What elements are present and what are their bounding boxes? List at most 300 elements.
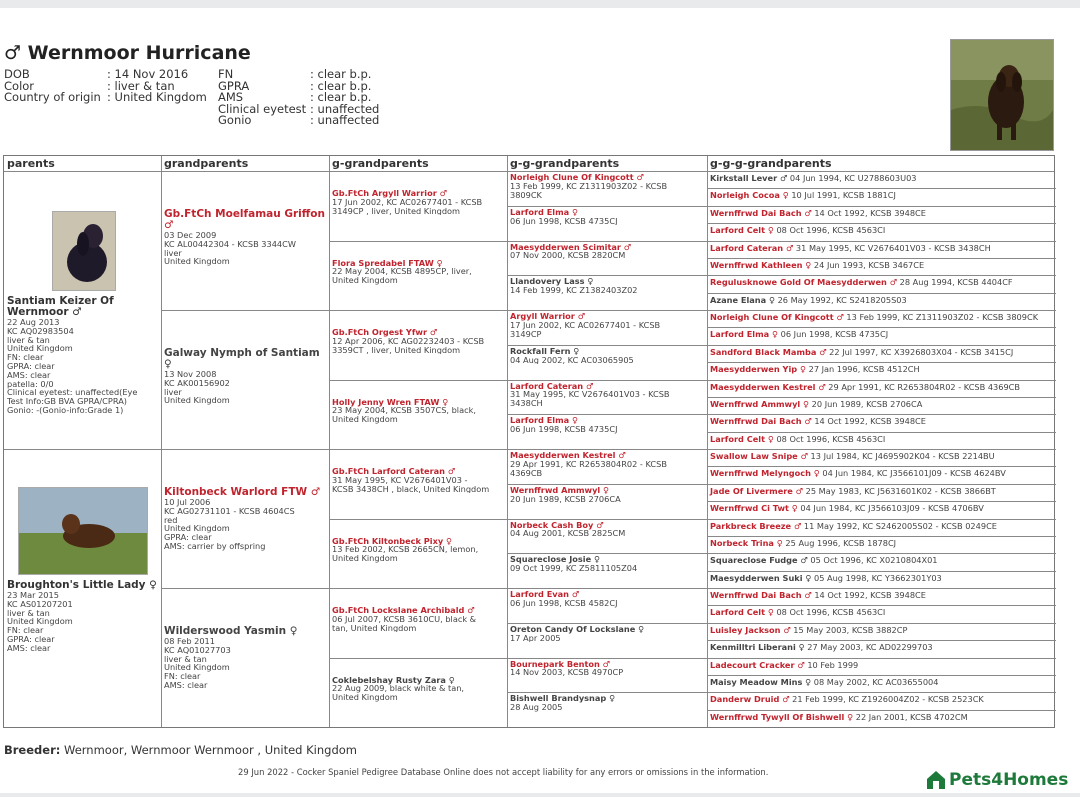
ggg-grandparent-detail: 28 Aug 1994, KCSB 4404CF [899, 278, 1013, 288]
ggg-grandparent-detail: 27 May 2003, KC AD02299703 [807, 643, 933, 653]
ggg-grandparent-detail: 25 May 1983, KC J5631601K02 - KCSB 3866BT [805, 486, 996, 496]
gg-grandparent-cell [507, 416, 706, 434]
grandparent-name[interactable]: Kiltonbeck Warlord FTW ♂ [164, 487, 321, 498]
dog-photo [950, 39, 1054, 151]
ggg-grandparent-cell [707, 678, 1055, 687]
grandparent-cell [161, 209, 328, 266]
g-grandparent-name[interactable]: Gb.FtCh Lockslane Archibald ♂ [332, 606, 475, 615]
ggg-grandparent-name[interactable]: Azane Elana ♀ [710, 295, 775, 305]
ggg-grandparent-name[interactable]: Larford Elma ♀ [710, 330, 779, 340]
ggg-grandparent-name[interactable]: Norleigh Cocoa ♀ [710, 191, 789, 201]
ggg-grandparent-cell [707, 226, 1055, 235]
ggg-grandparent-cell [707, 626, 1055, 635]
row-divider [707, 536, 1056, 537]
ggg-grandparent-name[interactable]: Wernffrwd Ammwyl ♀ [710, 399, 810, 409]
ggg-grandparent-detail: 22 Jul 1997, KC X3926803X04 - KCSB 3415CJ [829, 347, 1014, 357]
gg-grandparent-cell [507, 521, 706, 539]
ggg-grandparent-name[interactable]: Maesydderwen Suki ♀ [710, 573, 812, 583]
row-divider [707, 623, 1056, 624]
g-grandparent-detail: 31 May 1995, KC V2676401V03 - [332, 474, 468, 485]
g-grandparent-cell [329, 467, 506, 493]
grandparent-detail: United Kingdom [164, 256, 230, 267]
parent-detail: United Kingdom [7, 343, 73, 354]
ggg-grandparent-detail: 21 Feb 1999, KC Z1926004Z02 - KCSB 2523CK [792, 695, 984, 705]
g-grandparent-detail: 06 Jul 2007, KCSB 3610CU, black & [332, 613, 477, 624]
gg-grandparent-name[interactable]: Maesydderwen Scimitar ♂ [510, 242, 632, 252]
ggg-grandparent-name[interactable]: Ladecourt Cracker ♂ [710, 660, 805, 670]
grandparent-detail: 03 Dec 2009 [164, 230, 217, 240]
grandparent-detail: AMS: clear [164, 679, 208, 690]
gg-grandparent-detail: 20 Jun 1989, KCSB 2706CA [510, 493, 621, 504]
gg-grandparent-detail: 4369CB [510, 467, 543, 478]
info-value: : 14 Nov 2016 [107, 67, 189, 81]
grandparent-detail: AMS: carrier by offspring [164, 540, 266, 551]
gg-grandparent-cell [507, 243, 706, 261]
column-header: g-grandparents [332, 157, 429, 170]
gg-grandparent-name[interactable]: Larford Elma ♀ [510, 207, 579, 217]
gg-grandparent-detail: 07 Nov 2000, KCSB 2820CM [510, 250, 626, 261]
ggg-grandparent-name[interactable]: Kirkstall Lever ♂ [710, 174, 788, 183]
g-grandparent-cell [329, 189, 506, 215]
column-header: parents [7, 157, 55, 170]
ggg-grandparent-name[interactable]: Parkbreck Breeze ♂ [710, 521, 802, 531]
parent-detail: GPRA: clear [7, 360, 55, 371]
ggg-grandparent-cell [707, 296, 1055, 305]
ggg-grandparent-name[interactable]: Maesydderwen Kestrel ♂ [710, 382, 826, 392]
parent-name[interactable]: Broughton's Little Lady ♀ [7, 580, 157, 591]
ggg-grandparent-detail: 15 May 2003, KCSB 3882CP [793, 625, 908, 635]
info-value: : liver & tan [107, 78, 175, 93]
info-value: : unaffected [310, 101, 380, 116]
ggg-grandparent-cell [707, 591, 1055, 600]
info-label: AMS [218, 90, 244, 104]
parent-detail: Gonio: -(Gonio-info:Grade 1) [7, 404, 124, 415]
gg-grandparent-detail: 13 Feb 1999, KC Z1311903Z02 - KCSB [510, 180, 668, 191]
parent-cell [4, 296, 160, 415]
ggg-grandparent-detail: 08 Oct 1996, KCSB 4563CI [776, 226, 886, 236]
row-divider [707, 310, 1056, 311]
gg-grandparent-detail: 06 Jun 1998, KCSB 4735CJ [510, 424, 618, 434]
ggg-grandparent-detail: 26 May 1992, KC S2418205S03 [777, 295, 907, 305]
ggg-grandparent-detail: 08 Oct 1996, KCSB 4563CI [776, 608, 886, 618]
g-grandparent-detail: 3359CT , liver, United Kingdom [332, 344, 461, 355]
g-grandparent-detail: 3149CP , liver, United Kingdom [332, 205, 461, 216]
g-grandparent-cell [329, 328, 506, 354]
gg-grandparent-detail: 3149CP [510, 328, 542, 339]
parent-name[interactable]: Santiam Keizer Of Wernmoor ♂ [7, 296, 114, 318]
gg-grandparent-detail: 31 May 1995, KC V2676401V03 - KCSB [510, 389, 670, 400]
gg-grandparent-name[interactable]: Norleigh Clune Of Kingcott ♂ [510, 173, 644, 182]
parent-detail: liver & tan [7, 334, 50, 345]
ggg-grandparent-name[interactable]: Wernffrwd Melyngoch ♀ [710, 469, 820, 479]
grandparent-name[interactable]: Gb.FtCh Moelfamau Griffon ♂ [164, 209, 325, 231]
row-divider [707, 414, 1056, 415]
gg-grandparent-cell [507, 625, 706, 643]
parent-detail: Clinical eyetest: unaffected(Eye [7, 387, 138, 398]
ggg-grandparent-detail: 04 Jun 1984, KC J3566101J09 - KCSB 4624BV [822, 469, 1006, 479]
row-divider [707, 675, 1056, 676]
row-divider [707, 501, 1056, 502]
gg-grandparent-name[interactable]: Oreton Candy Of Lockslane ♀ [510, 624, 645, 634]
g-grandparent-detail: 23 May 2004, KCSB 3507CS, black, [332, 405, 476, 416]
ggg-grandparent-cell [707, 191, 1055, 200]
g-grandparent-detail: United Kingdom [332, 692, 398, 702]
row-divider [707, 380, 1056, 381]
grandparent-detail: KC AG02731101 - KCSB 4604CS [164, 505, 295, 516]
parent-detail: United Kingdom [7, 616, 73, 627]
ggg-grandparent-name[interactable]: Danderw Druid ♂ [710, 695, 790, 705]
column-divider [329, 156, 330, 727]
ggg-grandparent-cell [707, 556, 1055, 565]
parent-detail: FN: clear [7, 352, 44, 363]
ggg-grandparent-name[interactable]: Norleigh Clune Of Kingcott ♂ [710, 313, 844, 322]
grandparent-detail: liver [164, 386, 182, 397]
g-grandparent-name[interactable]: Coklebelshay Rusty Zara ♀ [332, 675, 455, 685]
grandparent-detail: United Kingdom [164, 523, 230, 534]
row-divider [707, 241, 1056, 242]
ggg-grandparent-detail: 04 Jun 1984, KC J3566103J09 - KCSB 4706BV [800, 504, 984, 514]
page-title [4, 42, 251, 64]
row-divider [707, 710, 1056, 711]
grandparent-name[interactable]: Wilderswood Yasmin ♀ [164, 626, 298, 637]
ggg-grandparent-detail: 13 Jul 1984, KC J4695902K04 - KCSB 2214BU [810, 452, 995, 461]
g-grandparent-name[interactable]: Gb.FtCh Kiltonbeck Pixy ♀ [332, 536, 453, 546]
g-grandparent-name[interactable]: Gb.FtCh Orgest Yfwr ♂ [332, 328, 438, 337]
info-left [4, 69, 207, 104]
parent-detail: 22 Aug 2013 [7, 317, 60, 327]
g-grandparent-name[interactable]: Gb.FtCh Argyll Warrior ♂ [332, 189, 447, 198]
gg-grandparent-cell [507, 590, 706, 608]
ggg-grandparent-cell [707, 661, 1055, 670]
gg-grandparent-detail: 09 Oct 1999, KC Z5811105Z04 [510, 563, 638, 573]
gg-grandparent-cell [507, 694, 706, 712]
ggg-grandparent-name[interactable]: Maesydderwen Yip ♀ [710, 365, 806, 375]
ggg-grandparent-detail: 14 Oct 1992, KCSB 3948CE [814, 591, 926, 600]
gg-grandparent-detail: 06 Jun 1998, KCSB 4582CJ [510, 597, 618, 608]
ggg-grandparent-cell [707, 539, 1055, 548]
breeder-line [4, 743, 357, 757]
ggg-grandparent-name[interactable]: Sandford Black Mamba ♂ [710, 347, 827, 357]
ggg-grandparent-detail: 08 Oct 1996, KCSB 4563CI [776, 434, 886, 444]
row-divider [707, 275, 1056, 276]
ggg-grandparent-cell [707, 504, 1055, 513]
row-divider [707, 432, 1056, 433]
row-divider [707, 397, 1056, 398]
ggg-grandparent-cell [707, 348, 1055, 357]
ggg-grandparent-name[interactable]: Regulusknowe Gold Of Maesydderwen ♂ [710, 278, 898, 288]
ggg-grandparent-name[interactable]: Jade Of Livermere ♂ [710, 486, 804, 496]
info-right [218, 69, 379, 127]
ggg-grandparent-cell [707, 209, 1055, 218]
ggg-grandparent-detail: 08 May 2002, KC AC03655004 [813, 677, 939, 687]
gg-grandparent-name[interactable]: Argyll Warrior ♂ [510, 312, 586, 321]
grandparent-detail: KC AK00156902 [164, 377, 230, 388]
parent-detail: Test Info:GB BVA GPRA/CPRA) [7, 396, 127, 407]
parent-photo [18, 487, 148, 575]
row-divider [707, 640, 1056, 641]
ggg-grandparent-name[interactable]: Wernffrwd Tywyll Of Bishwell ♀ [710, 712, 854, 722]
grandparent-detail: GPRA: clear [164, 532, 212, 543]
ggg-grandparent-cell [707, 608, 1055, 617]
gg-grandparent-cell [507, 277, 706, 295]
ggg-grandparent-name[interactable]: Wernffrwd Kathleen ♀ [710, 260, 812, 270]
info-label: Color [4, 78, 35, 93]
info-value: : clear b.p. [310, 67, 372, 81]
parent-detail: KC AQ02983504 [7, 325, 74, 336]
g-grandparent-name[interactable]: Holly Jenny Wren FTAW ♀ [332, 397, 449, 407]
grandparent-detail: 08 Feb 2011 [164, 636, 215, 646]
g-grandparent-detail: tan, United Kingdom [332, 622, 417, 633]
ggg-grandparent-cell [707, 330, 1055, 339]
ggg-grandparent-detail: 14 Oct 1992, KCSB 3948CE [814, 208, 926, 218]
footer-disclaimer: 29 Jun 2022 - Cocker Spaniel Pedigree Database Online does not accept liability for any errors or omissions in the information. [238, 767, 769, 777]
ggg-grandparent-cell [707, 695, 1055, 704]
ggg-grandparent-cell [707, 400, 1055, 409]
gg-grandparent-name[interactable]: Llandovery Lass ♀ [510, 277, 594, 287]
row-divider [707, 692, 1056, 693]
g-grandparent-name[interactable]: Gb.FtCh Larford Cateran ♂ [332, 467, 456, 476]
parent-detail: liver & tan [7, 607, 50, 618]
info-value: : unaffected [310, 113, 380, 127]
gg-grandparent-cell [507, 208, 706, 226]
ggg-grandparent-cell [707, 643, 1055, 652]
ggg-grandparent-detail: 10 Jul 1991, KCSB 1881CJ [791, 191, 896, 201]
row-divider [707, 658, 1056, 659]
info-row [4, 69, 207, 81]
grandparent-detail: KC AL00442304 - KCSB 3344CW [164, 238, 296, 249]
g-grandparent-name[interactable]: Flora Spredabel FTAW ♀ [332, 258, 443, 268]
ggg-grandparent-name[interactable]: Luisley Jackson ♂ [710, 625, 791, 635]
gg-grandparent-name[interactable]: Rockfall Fern ♀ [510, 346, 580, 356]
g-grandparent-cell [329, 259, 506, 285]
dog-name: Wernmoor Hurricane [27, 42, 251, 64]
gg-grandparent-name[interactable]: Maesydderwen Kestrel ♂ [510, 451, 626, 460]
grandparent-cell [161, 626, 328, 690]
row-divider [707, 223, 1056, 224]
g-grandparent-cell [329, 537, 506, 563]
ggg-grandparent-name[interactable]: Larford Celt ♀ [710, 434, 774, 444]
row-divider [707, 449, 1056, 450]
gg-grandparent-detail: 04 Aug 2002, KC AC03065905 [510, 354, 634, 365]
grandparent-detail: 13 Nov 2008 [164, 369, 217, 379]
ggg-grandparent-detail: 22 Jan 2001, KCSB 4702CM [855, 712, 968, 722]
parent-cell [4, 580, 160, 653]
grandparent-detail: liver [164, 247, 182, 258]
gg-grandparent-detail: 17 Jun 2002, KC AC02677401 - KCSB [510, 319, 661, 330]
gg-grandparent-detail: 14 Nov 2003, KCSB 4970CP [510, 667, 624, 678]
gg-grandparent-name[interactable]: Squareclose Josie ♀ [510, 555, 601, 565]
column-header: g-g-grandparents [510, 157, 620, 170]
gg-grandparent-name[interactable]: Larford Cateran ♂ [510, 381, 594, 391]
gg-grandparent-cell [507, 555, 706, 573]
row-divider [707, 519, 1056, 520]
ggg-grandparent-cell [707, 313, 1055, 322]
parent-detail: patella: 0/0 [7, 378, 54, 389]
ggg-grandparent-detail: 25 Aug 1996, KCSB 1878CJ [785, 538, 897, 548]
header-divider [4, 171, 1054, 172]
gg-grandparent-cell [507, 486, 706, 504]
house-icon [925, 770, 947, 790]
grandparent-detail: KC AQ01027703 [164, 644, 231, 655]
column-header: grandparents [164, 157, 249, 170]
ggg-grandparent-detail: 05 Oct 1996, KC X0210804X01 [810, 556, 938, 566]
info-label: FN [218, 67, 234, 81]
g-grandparent-detail: 17 Jun 2002, KC AC02677401 - KCSB [332, 196, 483, 207]
parent-photo [52, 211, 116, 291]
g-grandparent-detail: 13 Feb 2002, KCSB 2665CN, lemon, [332, 544, 479, 555]
parent-detail: GPRA: clear [7, 633, 55, 644]
ggg-grandparent-name[interactable]: Larford Cateran ♂ [710, 243, 794, 253]
ggg-grandparent-detail: 11 May 1992, KC S2462005S02 - KCSB 0249CE [803, 521, 997, 531]
ggg-grandparent-detail: 31 May 1995, KC V2676401V03 - KCSB 3438CH [795, 243, 991, 253]
grandparent-detail: United Kingdom [164, 662, 230, 673]
ggg-grandparent-detail: 14 Oct 1992, KCSB 3948CE [814, 417, 926, 427]
logo-text: Pets4Homes [949, 770, 1069, 790]
g-grandparent-cell [329, 676, 506, 702]
info-value: : United Kingdom [107, 90, 207, 104]
g-grandparent-detail: 22 May 2004, KCSB 4895CP, liver, [332, 266, 472, 277]
row-divider [707, 553, 1056, 554]
parent-detail: FN: clear [7, 625, 44, 636]
ggg-grandparent-cell [707, 417, 1055, 426]
ggg-grandparent-cell [707, 365, 1055, 374]
info-row [4, 92, 207, 104]
grandparent-detail: red [164, 514, 178, 525]
gg-grandparent-detail: 14 Feb 1999, KC Z1382403Z02 [510, 285, 638, 295]
ggg-grandparent-name[interactable]: Wernffrwd Dai Bach ♂ [710, 208, 812, 218]
row-divider [707, 188, 1056, 189]
ggg-grandparent-name[interactable]: Norbeck Trina ♀ [710, 538, 783, 548]
gg-grandparent-cell [507, 382, 706, 408]
g-grandparent-detail: United Kingdom [332, 275, 398, 285]
ggg-grandparent-name[interactable]: Larford Celt ♀ [710, 608, 774, 618]
ggg-grandparent-detail: 05 Aug 1998, KC Y3662301Y03 [813, 573, 942, 583]
ggg-grandparent-cell [707, 487, 1055, 496]
gg-grandparent-name[interactable]: Larford Elma ♀ [510, 416, 579, 426]
pedigree-table [3, 155, 1055, 728]
info-label: GPRA [218, 78, 250, 93]
row-divider [707, 362, 1056, 363]
column-header: g-g-g-grandparents [710, 157, 832, 170]
grandparent-detail: liver & tan [164, 653, 207, 664]
row-divider [707, 258, 1056, 259]
ggg-grandparent-name[interactable]: Wernffrwd Dai Bach ♂ [710, 591, 812, 600]
grandparent-detail: FN: clear [164, 671, 201, 682]
ggg-grandparent-cell [707, 383, 1055, 392]
row-divider [707, 293, 1056, 294]
ggg-grandparent-name[interactable]: Swallow Law Snipe ♂ [710, 452, 808, 461]
ggg-grandparent-cell [707, 435, 1055, 444]
ggg-grandparent-cell [707, 261, 1055, 270]
ggg-grandparent-name[interactable]: Wernffrwd Ci Twt ♀ [710, 504, 798, 514]
ggg-grandparent-name[interactable]: Larford Celt ♀ [710, 226, 774, 236]
g-grandparent-cell [329, 606, 506, 632]
gg-grandparent-name[interactable]: Wernffrwd Ammwyl ♀ [510, 485, 610, 495]
gg-grandparent-detail: 04 Aug 2001, KCSB 2825CM [510, 528, 626, 539]
grandparent-name[interactable]: Galway Nymph of Santiam ♀ [164, 348, 320, 370]
grandparent-detail: 10 Jul 2006 [164, 497, 211, 507]
ggg-grandparent-detail: 24 Jun 1993, KCSB 3467CE [813, 260, 925, 270]
ggg-grandparent-detail: 10 Feb 1999 [807, 660, 859, 670]
ggg-grandparent-detail: 06 Jun 1998, KCSB 4735CJ [780, 330, 889, 340]
parent-detail: AMS: clear [7, 369, 51, 380]
ggg-grandparent-detail: 13 Feb 1999, KC Z1311903Z02 - KCSB 3809CK [846, 313, 1039, 322]
gg-grandparent-name[interactable]: Norbeck Cash Boy ♂ [510, 520, 604, 530]
g-grandparent-detail: 12 Apr 2006, KC AG02232403 - KCSB [332, 335, 485, 346]
info-label: Country of origin [4, 90, 101, 104]
gg-grandparent-name[interactable]: Bournepark Benton ♂ [510, 659, 611, 669]
grandparent-cell [161, 487, 328, 551]
breeder-value: Wernmoor, Wernmoor Wernmoor , United Kingdom [64, 743, 358, 757]
gg-grandparent-detail: 29 Apr 1991, KC R2653804R02 - KCSB [510, 458, 667, 469]
row-divider [707, 588, 1056, 589]
gg-grandparent-cell [507, 173, 706, 199]
ggg-grandparent-cell [707, 278, 1055, 287]
pedigree-sheet [0, 8, 1080, 793]
ggg-grandparent-cell [707, 244, 1055, 253]
row-divider [707, 327, 1056, 328]
gg-grandparent-name[interactable]: Larford Evan ♂ [510, 590, 580, 599]
parent-detail: 23 Mar 2015 [7, 590, 59, 600]
ggg-grandparent-detail: 20 Jun 1989, KCSB 2706CA [811, 399, 923, 409]
ggg-grandparent-name[interactable]: Maisy Meadow Mins ♀ [710, 677, 812, 687]
gg-grandparent-cell [507, 660, 706, 678]
gg-grandparent-detail: 06 Jun 1998, KCSB 4735CJ [510, 215, 618, 226]
row-divider [707, 605, 1056, 606]
g-grandparent-detail: United Kingdom [332, 414, 398, 424]
info-value: : clear b.p. [310, 78, 372, 93]
parent-detail: KC AS01207201 [7, 598, 73, 609]
pets4homes-logo[interactable] [925, 770, 1068, 790]
ggg-grandparent-detail: 04 Jun 1994, KC U2788603U03 [789, 174, 917, 183]
info-label: Clinical eyetest [218, 101, 307, 116]
ggg-grandparent-name[interactable]: Wernffrwd Dai Bach ♂ [710, 417, 812, 427]
ggg-grandparent-cell [707, 522, 1055, 531]
info-row [218, 115, 379, 127]
gg-grandparent-detail: 17 Apr 2005 [510, 632, 561, 643]
ggg-grandparent-name[interactable]: Squareclose Fudge ♂ [710, 556, 808, 566]
row-divider [707, 466, 1056, 467]
gg-grandparent-cell [507, 312, 706, 338]
gg-grandparent-detail: 3438CH [510, 398, 543, 408]
ggg-grandparent-cell [707, 174, 1055, 183]
gg-grandparent-cell [507, 451, 706, 477]
g-grandparent-detail: United Kingdom [332, 553, 398, 563]
info-label: Gonio [218, 113, 252, 127]
info-label: DOB [4, 67, 30, 81]
g-grandparent-detail: KCSB 3438CH , black, United Kingdom [332, 483, 490, 494]
ggg-grandparent-name[interactable]: Kenmilltri Liberani ♀ [710, 643, 805, 653]
gg-grandparent-detail: 3809CK [510, 189, 542, 200]
info-value: : clear b.p. [310, 90, 372, 104]
g-grandparent-detail: 22 Aug 2009, black white & tan, [332, 683, 465, 694]
ggg-grandparent-cell [707, 713, 1055, 722]
breeder-label: Breeder: [4, 743, 61, 757]
grandparent-detail: United Kingdom [164, 395, 230, 406]
gg-grandparent-name[interactable]: Bishwell Brandysnap ♀ [510, 694, 616, 704]
male-symbol: ♂ [4, 42, 22, 64]
gg-grandparent-detail: 28 Aug 2005 [510, 702, 563, 712]
grandparent-cell [161, 348, 328, 405]
ggg-grandparent-detail: 29 Apr 1991, KC R2653804R02 - KCSB 4369CB [828, 382, 1021, 392]
row-divider [707, 571, 1056, 572]
row-divider [707, 206, 1056, 207]
ggg-grandparent-cell [707, 452, 1055, 461]
ggg-grandparent-detail: 27 Jan 1996, KCSB 4512CH [808, 365, 920, 375]
g-grandparent-cell [329, 398, 506, 424]
ggg-grandparent-cell [707, 469, 1055, 478]
gg-grandparent-cell [507, 347, 706, 365]
